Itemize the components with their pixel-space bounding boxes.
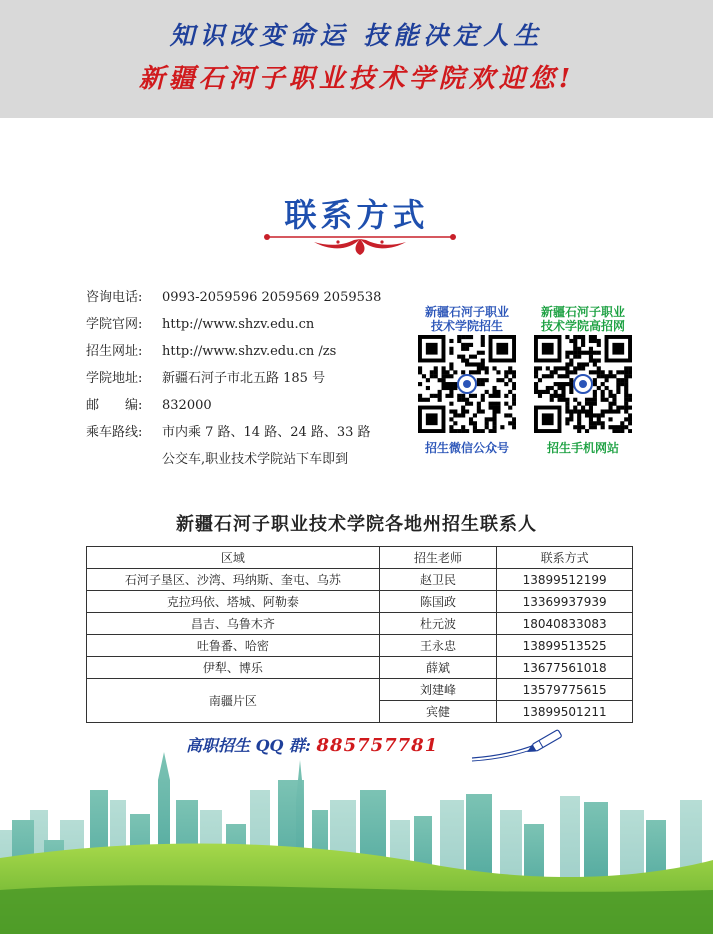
qr-wechat bbox=[414, 305, 520, 455]
qr-mobile-caption-top: 新疆石河子职业 技术学院高招网 bbox=[540, 305, 625, 333]
teacher-cell: 赵卫民 bbox=[379, 569, 497, 591]
header-teacher: 招生老师 bbox=[379, 547, 497, 569]
header-phone: 联系方式 bbox=[497, 547, 633, 569]
qr-mobile-site bbox=[530, 305, 636, 455]
table-row bbox=[87, 569, 633, 591]
qr-mobile-caption-bottom: 招生手机网站 bbox=[546, 441, 619, 455]
section-title: 联系方式 bbox=[284, 196, 429, 234]
postcode-row bbox=[86, 395, 381, 422]
qr-wechat-caption-bottom: 招生微信公众号 bbox=[424, 441, 509, 455]
title-ornament-icon bbox=[262, 228, 458, 258]
phone-cell: 13899512199 bbox=[497, 569, 633, 591]
website-row bbox=[86, 314, 381, 341]
table-header-row bbox=[87, 547, 633, 569]
table-row bbox=[87, 679, 633, 701]
address-row bbox=[86, 368, 381, 395]
qr-wechat-caption-top: 新疆石河子职业 技术学院招生 bbox=[424, 305, 509, 333]
qr-code-icon[interactable] bbox=[534, 335, 632, 433]
route-value-line1: 市内乘 7 路、14 路、24 路、33 路 bbox=[162, 425, 371, 440]
teacher-cell: 陈国政 bbox=[379, 591, 497, 613]
admission-site-label: 招生网址: bbox=[86, 344, 143, 359]
qq-group-label: 高职招生 QQ 群: bbox=[186, 736, 311, 755]
table-row bbox=[87, 591, 633, 613]
route-value-line2: 公交车,职业技术学院站下车即到 bbox=[162, 452, 349, 467]
phone-value: 0993-2059596 2059569 2059538 bbox=[162, 290, 382, 305]
teacher-cell: 杜元波 bbox=[379, 613, 497, 635]
phone-cell: 13369937939 bbox=[497, 591, 633, 613]
region-cell: 伊犁、博乐 bbox=[87, 657, 380, 679]
qr-code-icon[interactable] bbox=[418, 335, 516, 433]
region-cell: 克拉玛依、塔城、阿勒泰 bbox=[87, 591, 380, 613]
admission-site-row bbox=[86, 341, 381, 368]
phone-cell: 13899513525 bbox=[497, 635, 633, 657]
region-cell: 昌吉、乌鲁木齐 bbox=[87, 613, 380, 635]
region-cell: 南疆片区 bbox=[87, 679, 380, 723]
region-cell: 吐鲁番、哈密 bbox=[87, 635, 380, 657]
phone-cell: 13579775615 bbox=[497, 679, 633, 701]
table-title: 新疆石河子职业技术学院各地州招生联系人 bbox=[176, 514, 537, 535]
city-skyline-illustration bbox=[0, 740, 713, 934]
phone-cell: 13899501211 bbox=[497, 701, 633, 723]
qq-group-number: 885757781 bbox=[316, 735, 439, 756]
route-label: 乘车路线: bbox=[86, 425, 143, 440]
address-value: 新疆石河子市北五路 185 号 bbox=[162, 371, 326, 386]
teacher-cell: 宾健 bbox=[379, 701, 497, 723]
route-row-continued bbox=[86, 449, 381, 476]
teacher-cell: 刘建峰 bbox=[379, 679, 497, 701]
header-banner bbox=[0, 0, 713, 118]
table-row bbox=[87, 613, 633, 635]
header-region: 区域 bbox=[87, 547, 380, 569]
table-row bbox=[87, 657, 633, 679]
teacher-cell: 王永忠 bbox=[379, 635, 497, 657]
slogan-line-1: 知识改变命运 技能决定人生 bbox=[169, 21, 544, 50]
phone-label: 咨询电话: bbox=[86, 290, 143, 305]
phone-cell: 18040833083 bbox=[497, 613, 633, 635]
phone-cell: 13677561018 bbox=[497, 657, 633, 679]
region-cell: 石河子垦区、沙湾、玛纳斯、奎屯、乌苏 bbox=[87, 569, 380, 591]
admission-site-link[interactable]: http://www.shzv.edu.cn /zs bbox=[162, 344, 337, 359]
slogan-line-2: 新疆石河子职业技术学院欢迎您! bbox=[138, 64, 575, 94]
table-row bbox=[87, 635, 633, 657]
address-label: 学院地址: bbox=[86, 371, 143, 386]
contact-info bbox=[86, 287, 381, 476]
website-link[interactable]: http://www.shzv.edu.cn bbox=[162, 317, 315, 332]
teacher-cell: 薛斌 bbox=[379, 657, 497, 679]
website-label: 学院官网: bbox=[86, 317, 143, 332]
postcode-value: 832000 bbox=[162, 398, 212, 413]
contacts-table bbox=[86, 546, 633, 723]
postcode-label: 邮 编: bbox=[86, 398, 143, 413]
phone-row bbox=[86, 287, 381, 314]
route-row bbox=[86, 422, 381, 449]
